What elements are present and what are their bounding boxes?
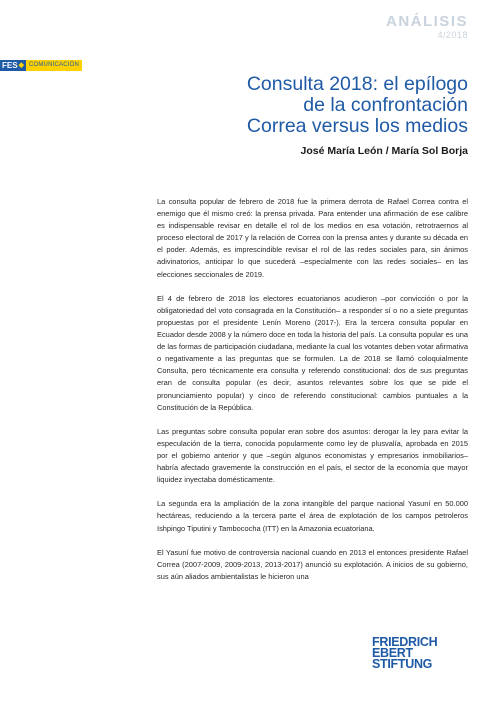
logo-line-1: FRIEDRICH bbox=[372, 635, 438, 649]
fes-communication-badge bbox=[0, 60, 82, 71]
document-title bbox=[128, 74, 468, 137]
paragraph: La segunda era la ampliación de la zona intangible del parque nacional Yasuní en 50.000 hectáreas, reduciendo a la tercera parte el área de explotación de los campos petroleros Ishpingo Tiputini y Tambococha (ITT) en la Amazonia ecuatoriana. bbox=[157, 499, 468, 533]
paragraph: El 4 de febrero de 2018 los electores ecuatorianos acudieron –por convicción o por la obligatoriedad del voto consagrada en la Constitución– a responder sí o no a siete preguntas propuestas por el presidente Lenín Moreno (2017-). Era la tercera consulta popular en Ecuador desde 2008 y la número doce en toda la historia del país. La consulta popular es una de las formas de participación ciudadana, mediante la cual los votantes deben votar afirmativa o negativamente a las preguntas que se formulen. La de 2018 se llamó coloquialmente Consulta, pero técnicamente era consulta y referendo constitucional: dos de sus preguntas eran de consulta popular (es decir, asuntos relevantes sobre los que se pide el pronunciamiento popular) y cinco de referendo constitucional: cambios puntuales a la Constitución de la República. bbox=[157, 293, 468, 412]
fes-badge-brand-text: FES bbox=[2, 61, 18, 70]
fes-badge-section: COMUNICACIÓN bbox=[26, 60, 82, 71]
authors: José María León / María Sol Borja bbox=[300, 145, 468, 157]
friedrich-ebert-stiftung-logo bbox=[372, 637, 468, 670]
paragraph: Las preguntas sobre consulta popular eran sobre dos asuntos: derogar la ley para evitar la especulación de la tierra, conocida popularmente como ley de plusvalía, aprobada en 2015 por el gobierno anterior y que –según algunos economistas y empresarios inmobiliarios– habría afectado gravemente la construcción en el país, el sector de la economía que mayor liquidez inyectaba domésticamente. bbox=[157, 426, 468, 485]
title-line-3: Correa versus los medios bbox=[246, 115, 468, 137]
fes-badge-brand bbox=[0, 60, 26, 71]
title-line-2: de la confrontación bbox=[303, 94, 468, 116]
logo-line-3: STIFTUNG bbox=[372, 657, 433, 671]
logo-line-2: EBERT bbox=[372, 646, 413, 660]
title-line-1: Consulta 2018: el epílogo bbox=[246, 73, 468, 95]
series-header bbox=[386, 14, 468, 41]
paragraph: El Yasuní fue motivo de controversia nacional cuando en 2013 el entonces presidente Rafael Correa (2007-2009, 2009-2013, 2013-2017) anunció su explotación. A inicios de su gobierno, sus aún aliados ambientalistas le hicieron una bbox=[157, 547, 468, 581]
body-text bbox=[157, 196, 468, 595]
paragraph: La consulta popular de febrero de 2018 fue la primera derrota de Rafael Correa contra el enemigo que él mismo creó: la prensa privada. Para entender una afirmación de ese calibre es indispensable revisar en detalle el rol de los medios en esa votación, retrotraernos al proceso electoral de 2017 y la relación de Correa con la prensa antes y durante su década en el poder. Además, es imprescindible revisar el rol de las redes sociales para, sin ánimos adivinatorios, anticipar lo que sucederá –especialmente con las redes sociales– en las elecciones seccionales de 2019. bbox=[157, 197, 468, 279]
series-number: 4/2018 bbox=[437, 30, 468, 40]
series-label: ANÁLISIS bbox=[385, 13, 468, 30]
fes-mark-icon: ◆ bbox=[18, 62, 24, 69]
